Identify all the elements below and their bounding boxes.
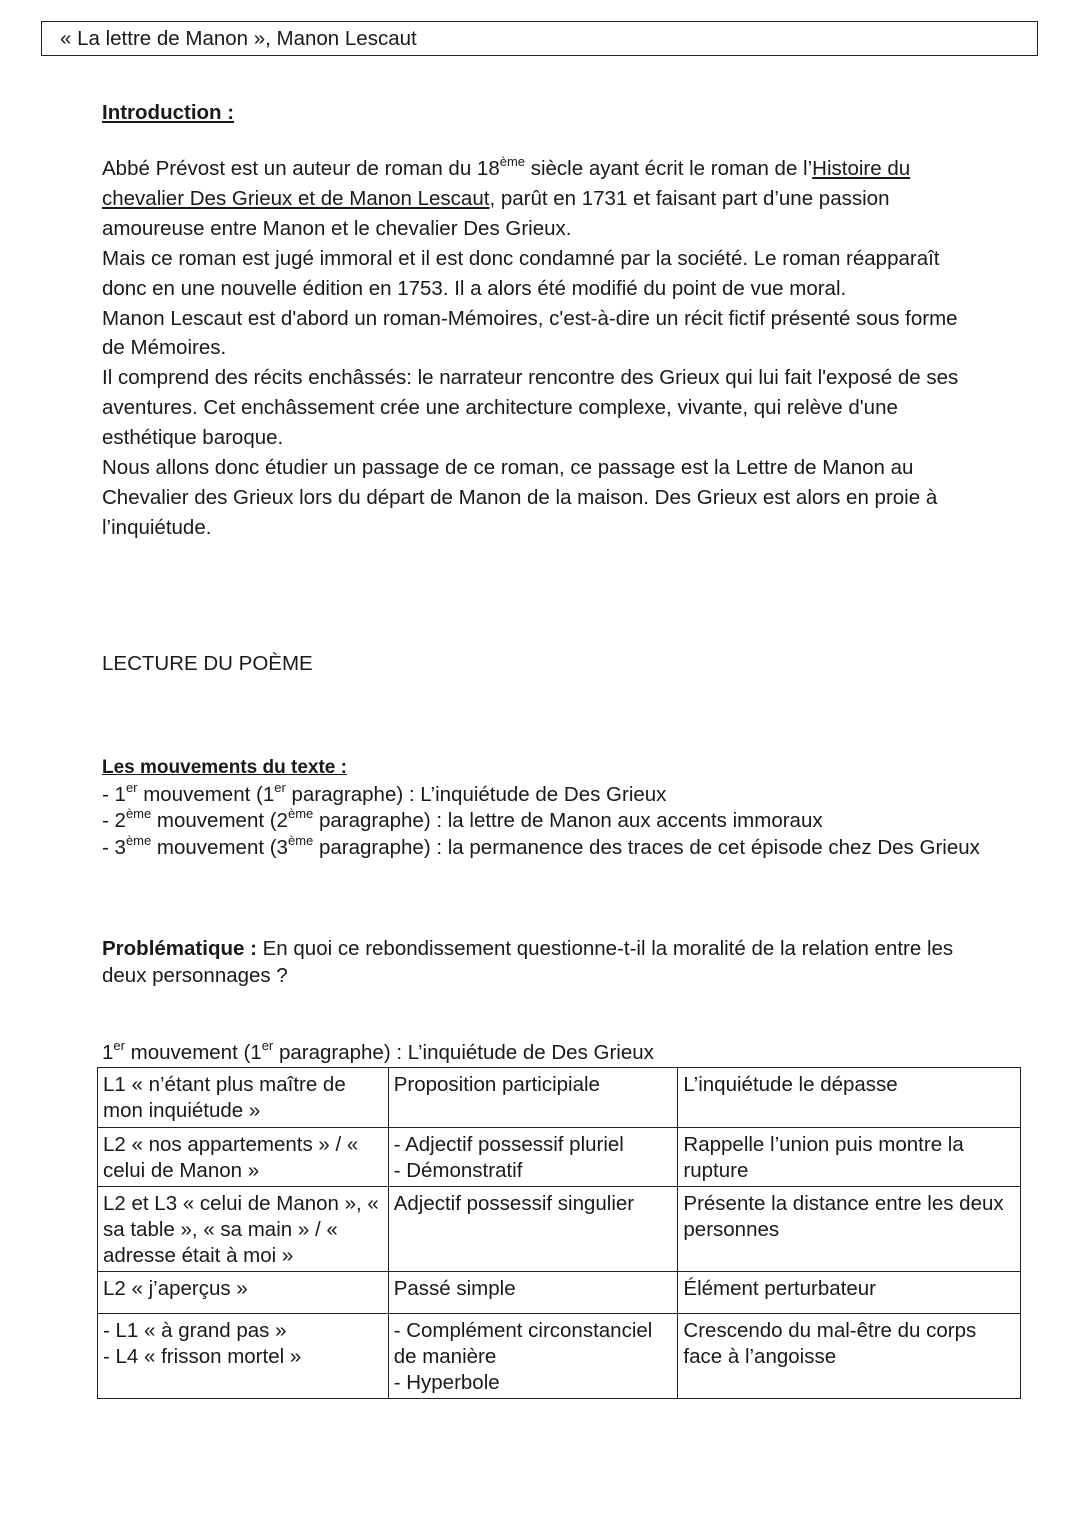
novel-title-underlined: Histoire du chevalier Des Grieux et de Manon Lescaut bbox=[102, 157, 911, 210]
analysis-table-body bbox=[98, 1068, 1021, 1399]
intro-p1-text-c: , parût en 1731 et faisant part d’une passion amoureuse entre Manon et le chevalier Des Grieux. bbox=[102, 186, 890, 240]
intro-paragraph-3: Manon Lescaut est d'abord un roman-Mémoires, c'est-à-dire un récit fictif présenté sous forme de Mémoires. bbox=[102, 306, 958, 360]
cell-line: Adjectif possessif singulier bbox=[393, 1192, 635, 1215]
cell-line: Présente la distance entre les deux personnes bbox=[683, 1192, 1004, 1241]
cell-quote bbox=[98, 1314, 389, 1399]
cell-effet bbox=[678, 1314, 1021, 1399]
cell-line: Crescendo du mal-être du corps face à l’angoisse bbox=[683, 1319, 977, 1368]
cell-line: Élément perturbateur bbox=[683, 1277, 876, 1300]
intro-paragraph-4: Il comprend des récits enchâssés: le narrateur rencontre des Grieux qui lui fait l'exposé de ses aventures. Cet enchâssement crée une architecture complexe, vivante, qui relève d'une esthétique baroque. bbox=[102, 366, 959, 450]
intro-paragraph-5: Nous allons donc étudier un passage de ce roman, ce passage est la Lettre de Manon au Chevalier des Grieux lors du départ de Manon de la maison. Des Grieux est alors en proie à l’inquiétude. bbox=[102, 456, 938, 539]
table-caption: 1er mouvement (1er paragraphe) : L’inquiétude de Des Grieux bbox=[102, 1038, 654, 1064]
introduction-body bbox=[102, 154, 982, 543]
cell-line: - Démonstratif bbox=[393, 1159, 523, 1182]
cell-line: Passé simple bbox=[393, 1277, 516, 1300]
mouvement-item: - 1er mouvement (1er paragraphe) : L’inquiétude de Des Grieux bbox=[102, 779, 667, 806]
table-row bbox=[98, 1068, 1021, 1128]
cell-line: - Hyperbole bbox=[393, 1371, 500, 1394]
cell-line: L2 « nos appartements » / « celui de Manon » bbox=[103, 1133, 359, 1182]
table-row bbox=[98, 1272, 1021, 1314]
document-title-box bbox=[41, 21, 1038, 56]
cell-procede bbox=[388, 1128, 678, 1187]
document-title: « La lettre de Manon », Manon Lescaut bbox=[60, 27, 417, 50]
cell-quote bbox=[98, 1068, 389, 1128]
cell-procede bbox=[388, 1314, 678, 1399]
table-row bbox=[98, 1128, 1021, 1187]
mouvement-item: - 3ème mouvement (3ème paragraphe) : la permanence des traces de cet épisode chez Des Grieux bbox=[102, 832, 980, 859]
problematique-label: Problématique : bbox=[102, 937, 257, 960]
intro-paragraph-2: Mais ce roman est jugé immoral et il est donc condamné par la société. Le roman réapparaît donc en une nouvelle édition en 1753. Il a alors été modifié du point de vue moral. bbox=[102, 246, 940, 300]
cell-quote bbox=[98, 1272, 389, 1314]
cell-line: L2 et L3 « celui de Manon », « sa table », « sa main » / « adresse était à moi » bbox=[103, 1192, 379, 1267]
table-row bbox=[98, 1187, 1021, 1272]
problematique-text: En quoi ce rebondissement questionne-t-il la moralité de la relation entre les deux personnages ? bbox=[102, 937, 954, 987]
cell-line: L2 « j’aperçus » bbox=[103, 1277, 248, 1300]
lecture-heading: LECTURE DU POÈME bbox=[102, 652, 313, 675]
intro-p1-sup: ème bbox=[499, 154, 526, 170]
table-row bbox=[98, 1314, 1021, 1399]
cell-line: L’inquiétude le dépasse bbox=[683, 1073, 898, 1096]
cell-line: Proposition participiale bbox=[393, 1073, 600, 1096]
problematique bbox=[102, 936, 982, 989]
cell-line: - L1 « à grand pas » bbox=[103, 1319, 287, 1342]
cell-effet bbox=[678, 1068, 1021, 1128]
intro-p1-text-b: siècle ayant écrit le roman de l’ bbox=[525, 157, 813, 180]
cell-line: - Complément circonstanciel de manière bbox=[393, 1319, 653, 1368]
cell-effet bbox=[678, 1272, 1021, 1314]
cell-line: L1 « n’étant plus maître de mon inquiétude » bbox=[103, 1073, 346, 1122]
cell-procede bbox=[388, 1187, 678, 1272]
cell-effet bbox=[678, 1128, 1021, 1187]
cell-quote bbox=[98, 1187, 389, 1272]
cell-line: Rappelle l’union puis montre la rupture bbox=[683, 1133, 964, 1182]
introduction-heading: Introduction : bbox=[102, 101, 235, 124]
cell-line: - Adjectif possessif pluriel bbox=[393, 1133, 624, 1156]
cell-quote bbox=[98, 1128, 389, 1187]
mouvements-section bbox=[102, 755, 982, 861]
cell-line: - L4 « frisson mortel » bbox=[103, 1345, 302, 1368]
intro-paragraph-1 bbox=[102, 154, 982, 244]
cell-procede bbox=[388, 1272, 678, 1314]
mouvements-heading: Les mouvements du texte : bbox=[102, 757, 347, 778]
cell-effet bbox=[678, 1187, 1021, 1272]
mouvement-item: - 2ème mouvement (2ème paragraphe) : la lettre de Manon aux accents immoraux bbox=[102, 806, 823, 833]
cell-procede bbox=[388, 1068, 678, 1128]
analysis-table bbox=[97, 1067, 1021, 1399]
intro-p1-text-a: Abbé Prévost est un auteur de roman du 18 bbox=[102, 157, 500, 180]
